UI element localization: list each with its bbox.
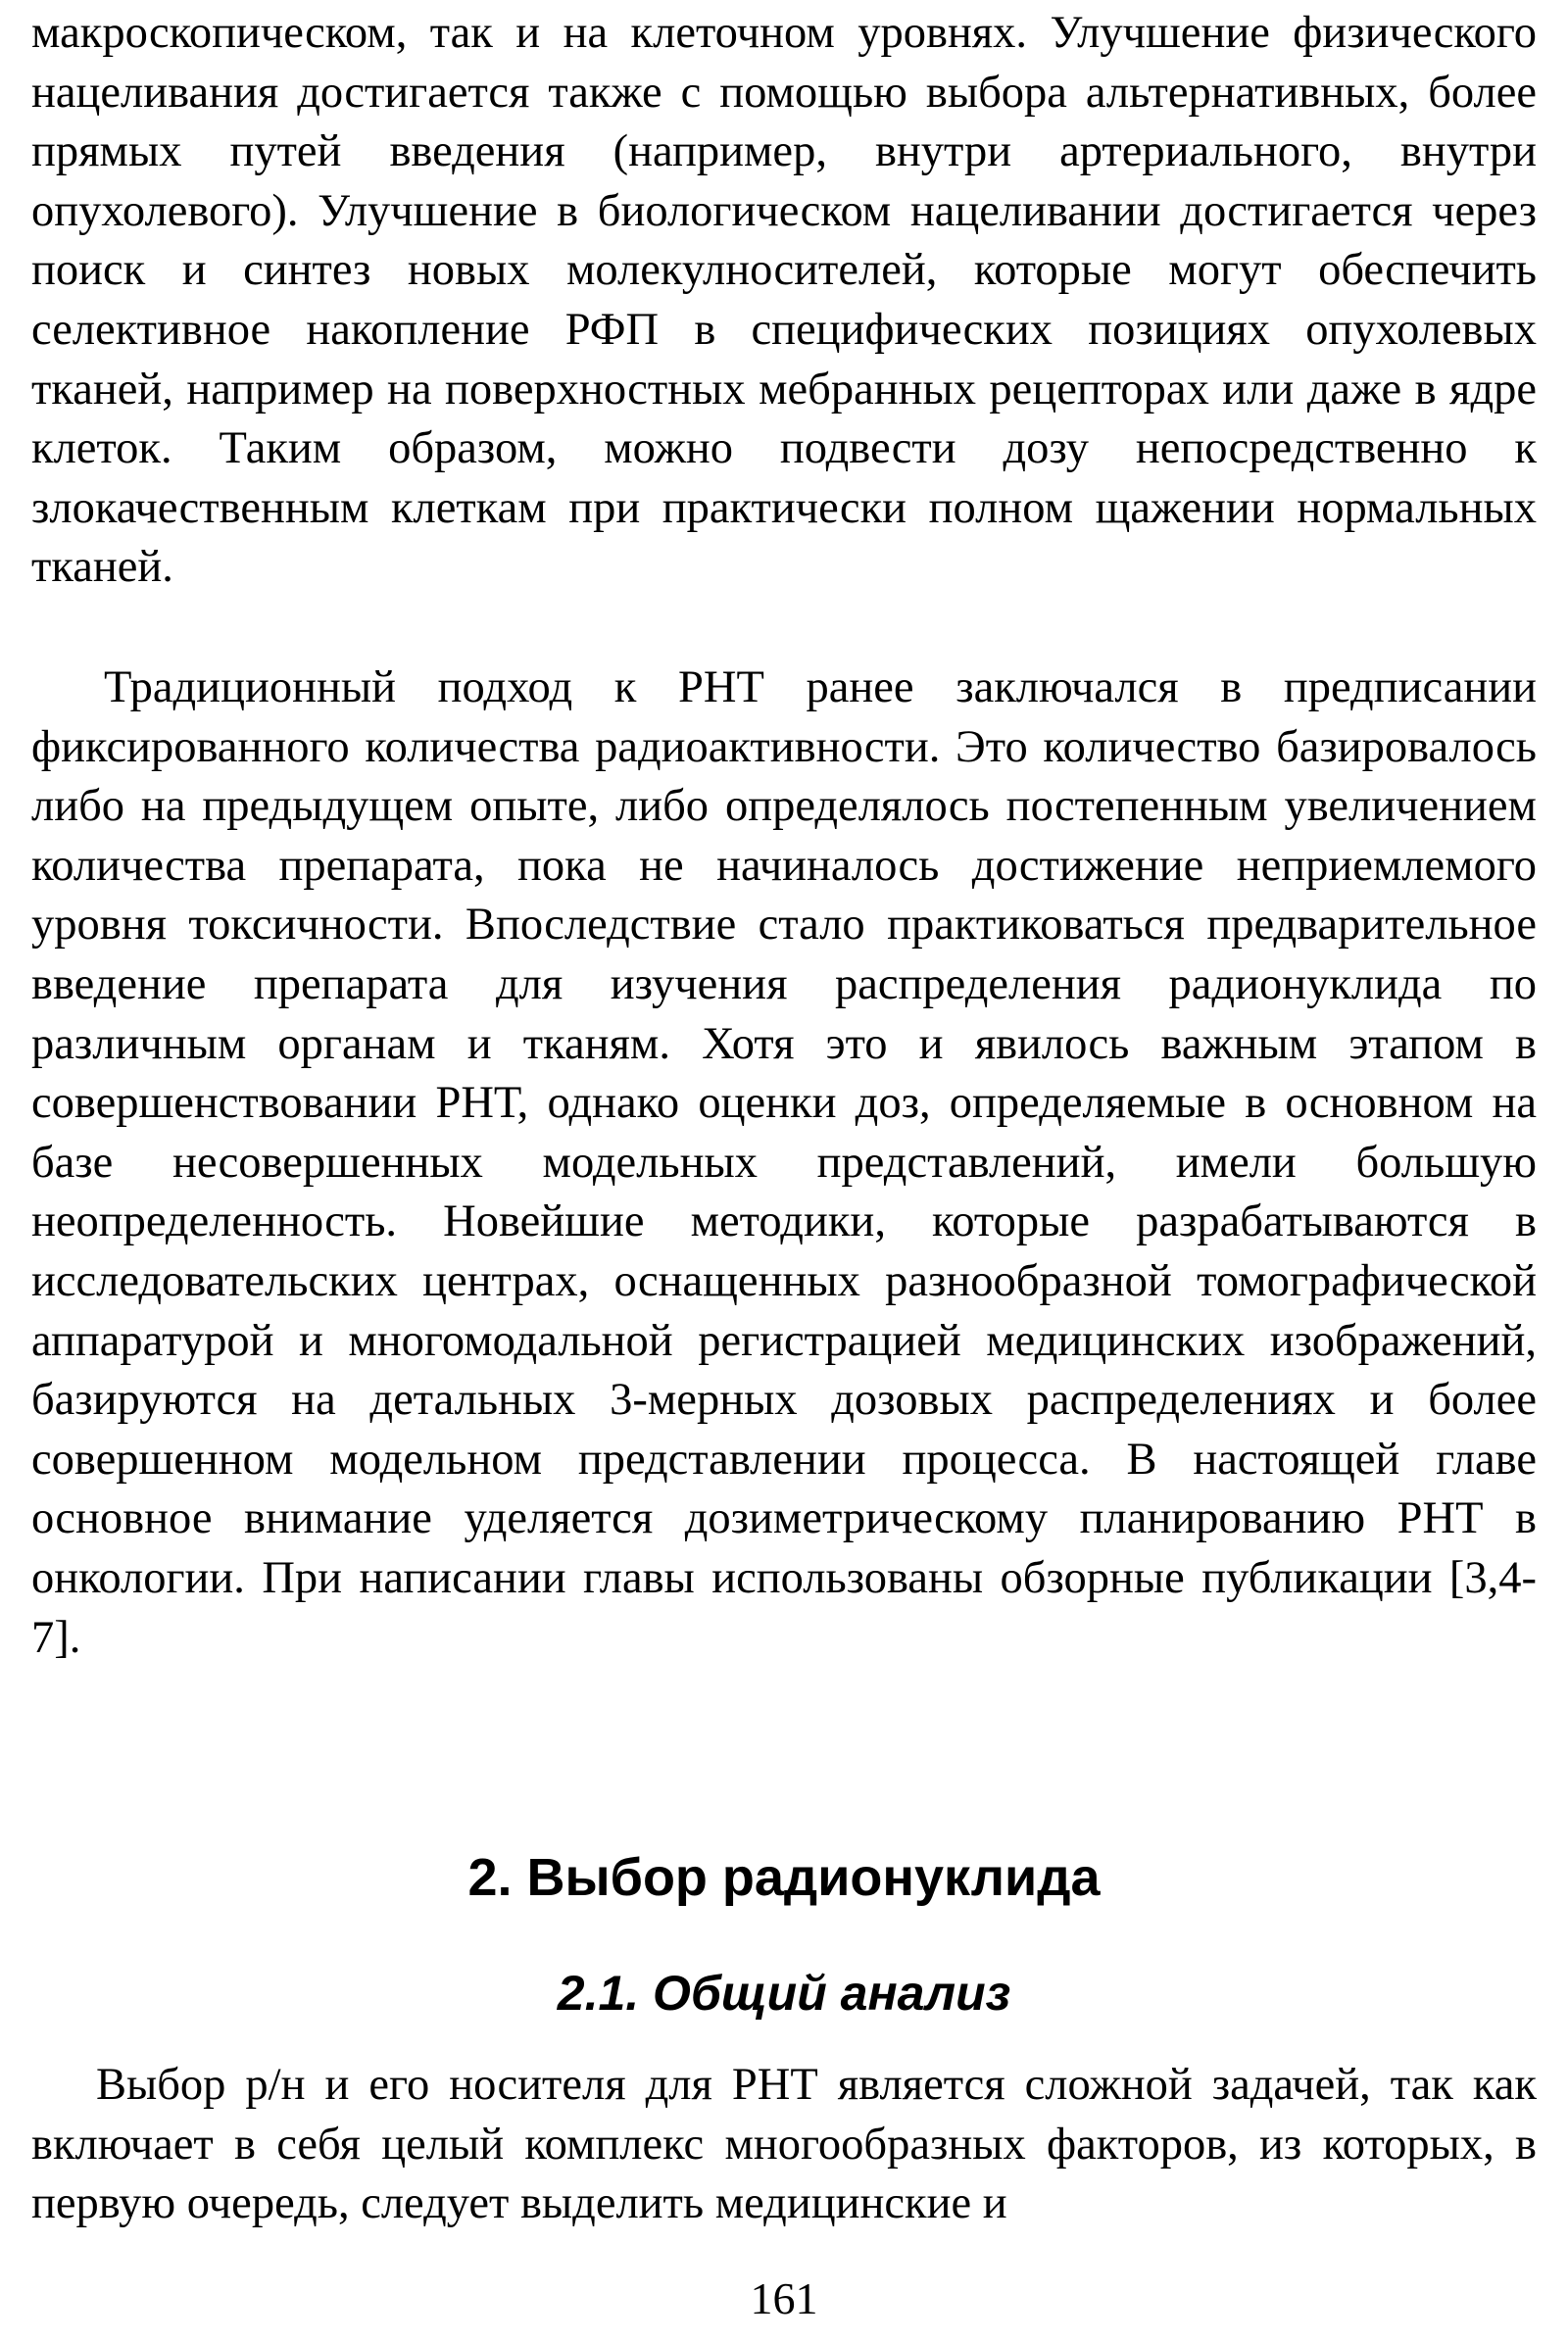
paragraph-traditional-approach: Традиционный подход к РНТ ранее заключался в предписании фиксированного количества радиоактивности. Это количество базировалось либо на предыдущем опыте, либо определялось постепенным увеличением количества препарата, пока не начиналось достижение неприемлемого уровня токсичности. Впоследствие стало практиковаться предварительное введение препарата для изучения распределения радионуклида по различным органам и тканям. Хотя это и явилось важным этапом в совершенствовании РНТ, однако оценки доз, определяемые в основном на базе несовершенных модельных представлений, имели большую неопределенность. Новейшие методики, которые разрабатываются в исследовательских центрах, оснащенных разнообразной томографической аппаратурой и многомодальной регистрацией медицинских изображений, базируются на детальных 3-мерных дозовых распределениях и более совершенном модельном представлении процесса. В настоящей главе основное внимание уделяется дозиметрическому планированию РНТ в онкологии. При написании главы использованы обзорные публикации [3,4-7]. bbox=[31, 662, 1537, 1663]
document-page bbox=[31, 0, 1537, 2342]
paragraph-general-analysis: Выбор р/н и его носителя для РНТ является сложной задачей, так как включает в себя целый комплекс многообразных факторов, из которых, в первую очередь, следует выделить медицинские и bbox=[31, 2060, 1537, 2229]
subsection-heading: 2.1. Общий анализ bbox=[557, 1966, 1011, 2021]
paragraph-continuation: макроскопическом, так и на клеточном уровнях. Улучшение физического нацеливания достигается также с помощью выбора альтернативных, более прямых путей введения (например, внутри артериального, внутри опухолевого). Улучшение в биологическом нацеливании достигается через поиск и синтез новых молекулносителей, которые могут обеспечить селективное накопление РФП в специфических позициях опухолевых тканей, например на поверхностных мебранных рецепторах или даже в ядре клеток. Таким образом, можно подвести дозу непосредственно к злокачественным клеткам при практически полном щажении нормальных тканей. bbox=[31, 8, 1537, 593]
page-number: 161 bbox=[750, 2273, 818, 2323]
section-heading: 2. Выбор радионуклида bbox=[467, 1848, 1101, 1907]
